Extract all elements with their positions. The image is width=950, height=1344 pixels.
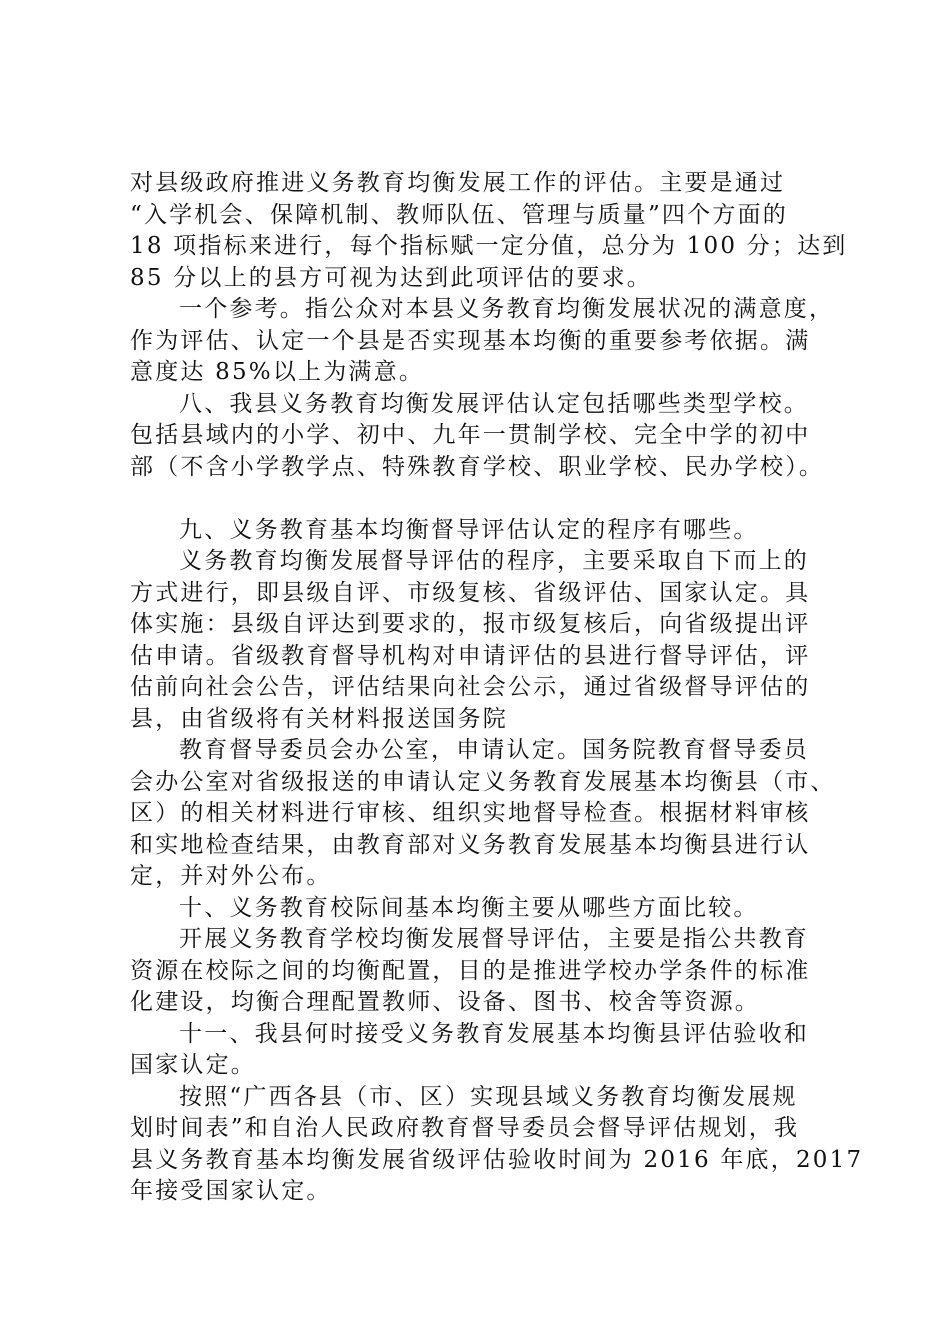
paragraph-start-line: 开展义务教育学校均衡发展督导评估，主要是指公共教育 — [179, 926, 809, 952]
text-line: “入学机会、保障机制、教师队伍、管理与质量”四个方面的 — [130, 201, 788, 228]
text-line: 国家认定。 — [130, 1052, 256, 1078]
text-line: 方式进行，即县级自评、市级复核、省级评估、国家认定。具 — [130, 579, 811, 606]
text-line: 化建设，均衡合理配置教师、设备、图书、校舍等资源。 — [130, 989, 760, 1015]
paragraph-start-line: 一个参考。指公众对本县义务教育均衡发展状况的满意度， — [179, 296, 835, 322]
text-line: 对县级政府推进义务教育均衡发展工作的评估。主要是通过 — [130, 170, 786, 196]
text-line: 县，由省级将有关材料报送国务院 — [130, 705, 508, 732]
paragraph-start-line: 义务教育均衡发展督导评估的程序，主要采取自下而上的 — [179, 548, 809, 574]
paragraph-start-line: 按照“广西各县（市、区）实现县域义务教育均衡发展规 — [179, 1083, 798, 1110]
text-line: 85 分以上的县方可视为达到此项评估的要求。 — [130, 264, 652, 291]
paragraph-start-line: 教育督导委员会办公室，申请认定。国务院教育督导委员 — [179, 737, 809, 763]
text-line: 年接受国家认定。 — [130, 1178, 332, 1204]
section-heading-11: 十一、我县何时接受义务教育发展基本均衡县评估验收和 — [179, 1020, 809, 1047]
text-line: 体实施：县级自评达到要求的，报市级复核后，向省级提出评 — [130, 611, 811, 637]
text-line: 估申请。省级教育督导机构对申请评估的县进行督导评估，评 — [130, 642, 811, 669]
text-line: 估前向社会公告，评估结果向社会公示，通过省级督导评估的 — [130, 674, 811, 700]
text-line: 定，并对外公布。 — [130, 863, 332, 889]
section-heading-8: 八、我县义务教育均衡发展评估认定包括哪些类型学校。 — [179, 390, 809, 417]
text-line: 意度达 85%以上为满意。 — [130, 359, 425, 385]
text-line: 会办公室对省级报送的申请认定义务教育发展基本均衡县（市、 — [130, 768, 836, 795]
text-line: 资源在校际之间的均衡配置，目的是推进学校办学条件的标准 — [130, 957, 811, 984]
text-line: 部（不含小学教学点、特殊教育学校、职业学校、民办学校）。 — [130, 453, 825, 480]
blank-line — [130, 483, 830, 515]
text-line: 和实地检查结果，由教育部对义务教育发展基本均衡县进行认 — [130, 831, 811, 858]
text-line: 县义务教育基本均衡发展省级评估验收时间为 2016 年底，2017 — [130, 1146, 864, 1173]
section-heading-9: 九、义务教育基本均衡督导评估认定的程序有哪些。 — [179, 516, 759, 543]
text-line: 18 项指标来进行，每个指标赋一定分值，总分为 100 分；达到 — [130, 233, 848, 259]
text-line: 包括县域内的小学、初中、九年一贯制学校、完全中学的初中 — [130, 422, 811, 448]
text-line: 划时间表”和自治人民政府教育督导委员会督导评估规划，我 — [130, 1115, 800, 1141]
document-body — [130, 168, 864, 1208]
section-heading-10: 十、义务教育校际间基本均衡主要从哪些方面比较。 — [179, 894, 759, 921]
text-line: 作为评估、认定一个县是否实现基本均衡的重要参考依据。满 — [130, 327, 811, 354]
text-line: 区）的相关材料进行审核、组织实地督导检查。根据材料审核 — [130, 800, 811, 826]
